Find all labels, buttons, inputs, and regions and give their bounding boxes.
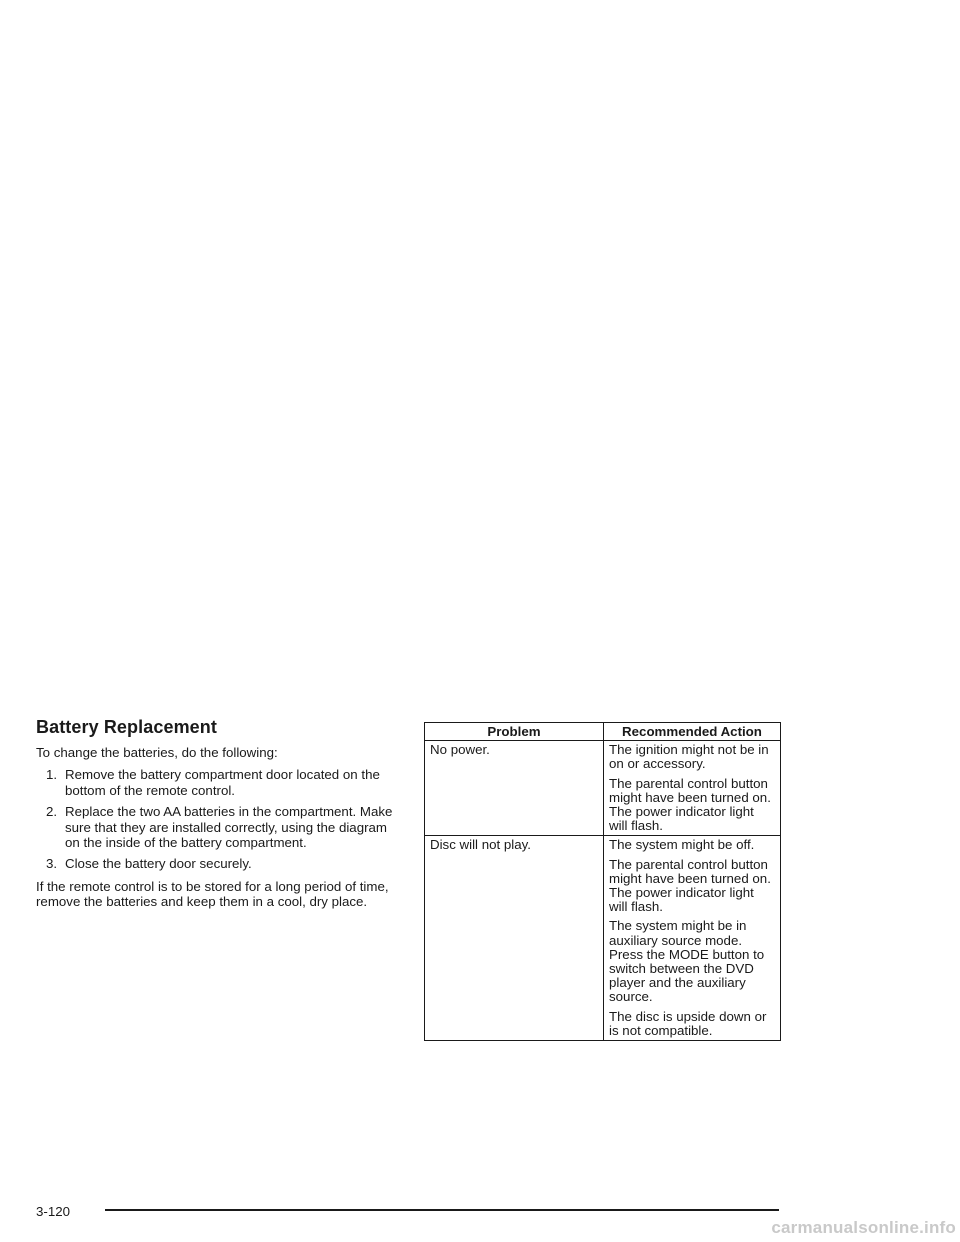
table-row (425, 836, 781, 1041)
troubleshooting-table (424, 722, 781, 1041)
action-item: The parental control button might have been turned on. The power indicator light will flash. (609, 856, 771, 915)
storage-note: If the remote control is to be stored for a long period of time, remove the batteries and keep them in a cool, dry place. (36, 878, 389, 910)
step-text: Replace the two AA batteries in the compartment. Make sure that they are installed correctly, using the diagram on the inside of the battery compartment. (65, 804, 393, 851)
action-item: The ignition might not be in on or accessory. (609, 742, 769, 772)
battery-instructions (36, 745, 396, 917)
footer-rule (105, 1209, 779, 1211)
table-row (425, 741, 781, 836)
action-item: The system might be in auxiliary source mode. Press the MODE button to switch between the DVD player and the auxiliary source. (609, 918, 765, 1005)
watermark: carmanualsonline.info (771, 1218, 956, 1237)
action-item: The parental control button might have been turned on. The power indicator light will flash. (609, 775, 771, 834)
step-text: Remove the battery compartment door located on the bottom of the remote control. (65, 767, 380, 798)
action-item: The system might be off. (609, 837, 755, 853)
step-item (36, 856, 396, 871)
action-column-header: Recommended Action (604, 723, 781, 741)
step-item (36, 804, 396, 850)
page-number: 3-120 (36, 1204, 71, 1219)
intro-text: To change the batteries, do the following: (36, 745, 278, 760)
step-item (36, 767, 396, 798)
step-number: 3. (46, 856, 58, 872)
steps-list (36, 767, 396, 871)
action-cell (604, 741, 781, 836)
problem-cell: Disc will not play. (425, 836, 604, 1041)
problem-cell: No power. (425, 741, 604, 836)
section-heading: Battery Replacement (36, 717, 217, 737)
action-cell (604, 836, 781, 1041)
problem-column-header: Problem (425, 723, 604, 741)
step-number: 1. (46, 767, 58, 783)
table-header-row (425, 723, 781, 741)
action-item: The disc is upside down or is not compatible. (609, 1008, 767, 1038)
step-number: 2. (46, 804, 58, 820)
step-text: Close the battery door securely. (65, 856, 252, 872)
